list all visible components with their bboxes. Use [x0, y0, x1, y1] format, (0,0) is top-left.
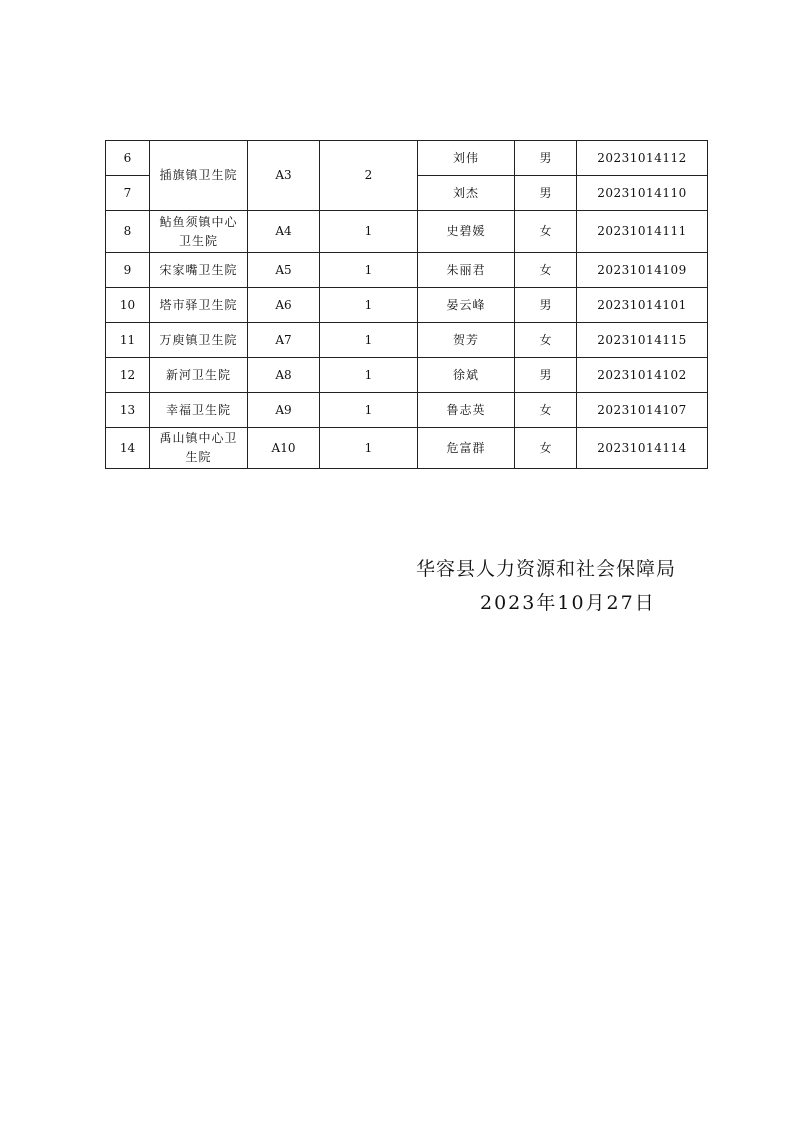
ticket-number: 20231014115: [577, 323, 708, 358]
hiring-quota: 2: [320, 141, 418, 211]
candidate-gender: 男: [515, 176, 577, 211]
candidate-name: 贺芳: [418, 323, 515, 358]
candidate-gender: 女: [515, 428, 577, 469]
ticket-number: 20231014112: [577, 141, 708, 176]
table-row: [106, 323, 708, 358]
hiring-unit: 禹山镇中心卫生院: [150, 428, 248, 469]
hiring-quota: 1: [320, 323, 418, 358]
position-code: A8: [248, 358, 320, 393]
candidate-gender: 男: [515, 141, 577, 176]
position-code: A5: [248, 253, 320, 288]
candidate-name: 危富群: [418, 428, 515, 469]
table-row: [106, 428, 708, 469]
table-row: [106, 141, 708, 176]
candidate-gender: 男: [515, 288, 577, 323]
ticket-number: 20231014102: [577, 358, 708, 393]
hiring-unit: 万庾镇卫生院: [150, 323, 248, 358]
position-code: A6: [248, 288, 320, 323]
candidate-name: 晏云峰: [418, 288, 515, 323]
candidate-gender: 女: [515, 253, 577, 288]
candidate-name: 朱丽君: [418, 253, 515, 288]
hiring-quota: 1: [320, 393, 418, 428]
table-row: [106, 393, 708, 428]
candidate-gender: 女: [515, 323, 577, 358]
table-row: [106, 253, 708, 288]
candidate-gender: 男: [515, 358, 577, 393]
hiring-quota: 1: [320, 358, 418, 393]
candidate-name: 史碧媛: [418, 211, 515, 253]
hiring-quota: 1: [320, 211, 418, 253]
candidate-name: 徐斌: [418, 358, 515, 393]
hiring-unit: 宋家嘴卫生院: [150, 253, 248, 288]
table-row: [106, 211, 708, 253]
row-number: 13: [106, 393, 150, 428]
ticket-number: 20231014101: [577, 288, 708, 323]
position-code: A3: [248, 141, 320, 211]
candidate-name: 鲁志英: [418, 393, 515, 428]
hiring-quota: 1: [320, 428, 418, 469]
hiring-unit: 鲇鱼须镇中心卫生院: [150, 211, 248, 253]
ticket-number: 20231014114: [577, 428, 708, 469]
hiring-unit: 插旗镇卫生院: [150, 141, 248, 211]
row-number: 7: [106, 176, 150, 211]
ticket-number: 20231014111: [577, 211, 708, 253]
candidate-gender: 女: [515, 393, 577, 428]
row-number: 14: [106, 428, 150, 469]
candidate-name: 刘杰: [418, 176, 515, 211]
table-row: [106, 288, 708, 323]
row-number: 10: [106, 288, 150, 323]
hiring-unit: 塔市驿卫生院: [150, 288, 248, 323]
hiring-unit: 新河卫生院: [150, 358, 248, 393]
row-number: 8: [106, 211, 150, 253]
row-number: 6: [106, 141, 150, 176]
issuing-organization: 华容县人力资源和社会保障局: [416, 558, 677, 580]
candidate-gender: 女: [515, 211, 577, 253]
ticket-number: 20231014107: [577, 393, 708, 428]
hiring-quota: 1: [320, 253, 418, 288]
hiring-unit: 幸福卫生院: [150, 393, 248, 428]
issue-date: 2023年10月27日: [480, 592, 656, 614]
position-code: A4: [248, 211, 320, 253]
position-code: A10: [248, 428, 320, 469]
candidate-name: 刘伟: [418, 141, 515, 176]
row-number: 11: [106, 323, 150, 358]
ticket-number: 20231014110: [577, 176, 708, 211]
row-number: 9: [106, 253, 150, 288]
row-number: 12: [106, 358, 150, 393]
table-row: [106, 358, 708, 393]
results-table: [105, 140, 708, 469]
ticket-number: 20231014109: [577, 253, 708, 288]
position-code: A7: [248, 323, 320, 358]
signature-block: [416, 552, 716, 620]
hiring-quota: 1: [320, 288, 418, 323]
position-code: A9: [248, 393, 320, 428]
